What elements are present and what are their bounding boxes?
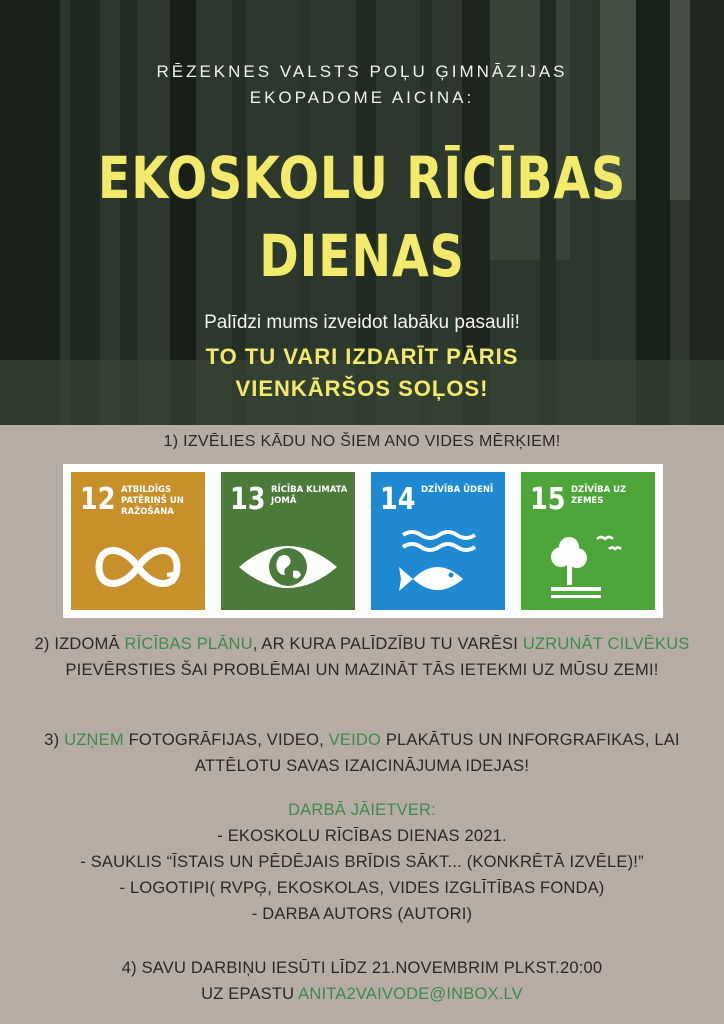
page-title-line-1: EKOSKOLU RĪCĪBAS: [97, 144, 627, 212]
requirement-item: - DARBA AUTORS (AUTORI): [251, 905, 473, 923]
highlight-action-plan: RĪCĪBAS PLĀNU: [124, 635, 253, 653]
goal-label: DZĪVĪBA ŪDENĪ: [421, 485, 494, 495]
organizer-line-2: EKOPADOME AICINA:: [249, 88, 475, 107]
sdg-goals-panel: [63, 464, 663, 618]
deadline-line: 4) SAVU DARBIŅU IESŪTI LĪDZ 21.NOVEMBRIM PLKST.20:00: [121, 959, 603, 977]
page-title-line-2: DIENAS: [259, 222, 465, 290]
email-line: UZ EPASTU ANITA2VAIVODE@INBOX.LV: [201, 985, 523, 1003]
goal-number: 15: [530, 482, 566, 517]
requirements-heading: DARBĀ JĀIETVER:: [288, 801, 436, 819]
step-4-text: [20, 955, 704, 1007]
requirement-item: - EKOSKOLU RĪCĪBAS DIENAS 2021.: [217, 827, 507, 845]
email-link[interactable]: ANITA2VAIVODE@INBOX.LV: [298, 985, 523, 1003]
cta-line-1: TO TU VARI IZDARĪT PĀRIS: [205, 344, 519, 369]
highlight-address-people: UZRUNĀT CILVĒKUS: [522, 635, 690, 653]
organizer-line-1: RĒZEKNES VALSTS POĻU ĢIMNĀZIJAS: [156, 62, 568, 81]
goal-label: ATBILDĪGS PATĒRIŅŠ UN RAŽOŠANA: [121, 485, 184, 517]
goal-number: 13: [230, 482, 266, 517]
goal-label: RĪCĪBA KLIMATA JOMĀ: [271, 485, 348, 506]
requirements-block: [20, 797, 704, 927]
goal-card-14: [371, 472, 505, 610]
goal-number: 14: [380, 482, 416, 517]
highlight-take: UZŅEM: [64, 731, 124, 749]
tree-birds-icon: [521, 527, 655, 607]
subtitle: Palīdzi mums izveidot labāku pasauli!: [204, 312, 520, 333]
goal-label: DZĪVĪBA UZ ZEMES: [571, 485, 627, 506]
requirement-item: - SAUKLIS “ĪSTAIS UN PĒDĒJAIS BRĪDIS SĀKT... (KONKRĒTĀ IZVĒLE)!”: [80, 853, 644, 871]
goal-card-13: [221, 472, 355, 610]
fish-icon: [371, 527, 505, 607]
step-1-text: 1) IZVĒLIES KĀDU NO ŠIEM ANO VIDES MĒRĶIEM!: [163, 433, 561, 450]
goal-number: 12: [80, 482, 116, 517]
step-2-text: 2) IZDOMĀ RĪCĪBAS PLĀNU, AR KURA PALĪDZĪBU TU VARĒSI UZRUNĀT CILVĒKUS PIEVĒRSTIES ŠAI PROBLĒMAI UN MAZINĀT TĀS IETEKMI UZ MŪSU ZEMI!: [34, 635, 690, 679]
cta-line-2: VIENKĀRŠOS SOĻOS!: [235, 376, 489, 401]
requirement-item: - LOGOTIPI( RVPĢ, EKOSKOLAS, VIDES IZGLĪTĪBAS FONDA): [119, 879, 605, 897]
hero-banner: [0, 0, 724, 425]
goal-card-12: [71, 472, 205, 610]
highlight-create: VEIDO: [328, 731, 382, 749]
infinity-icon: [71, 527, 205, 607]
step-3-text: 3) UZŅEM FOTOGRĀFIJAS, VIDEO, VEIDO PLAKĀTUS UN INFORGRAFIKAS, LAI ATTĒLOTU SAVAS IZAICINĀJUMA IDEJAS!: [44, 731, 680, 775]
eye-globe-icon: [221, 527, 355, 607]
goal-card-15: [521, 472, 655, 610]
